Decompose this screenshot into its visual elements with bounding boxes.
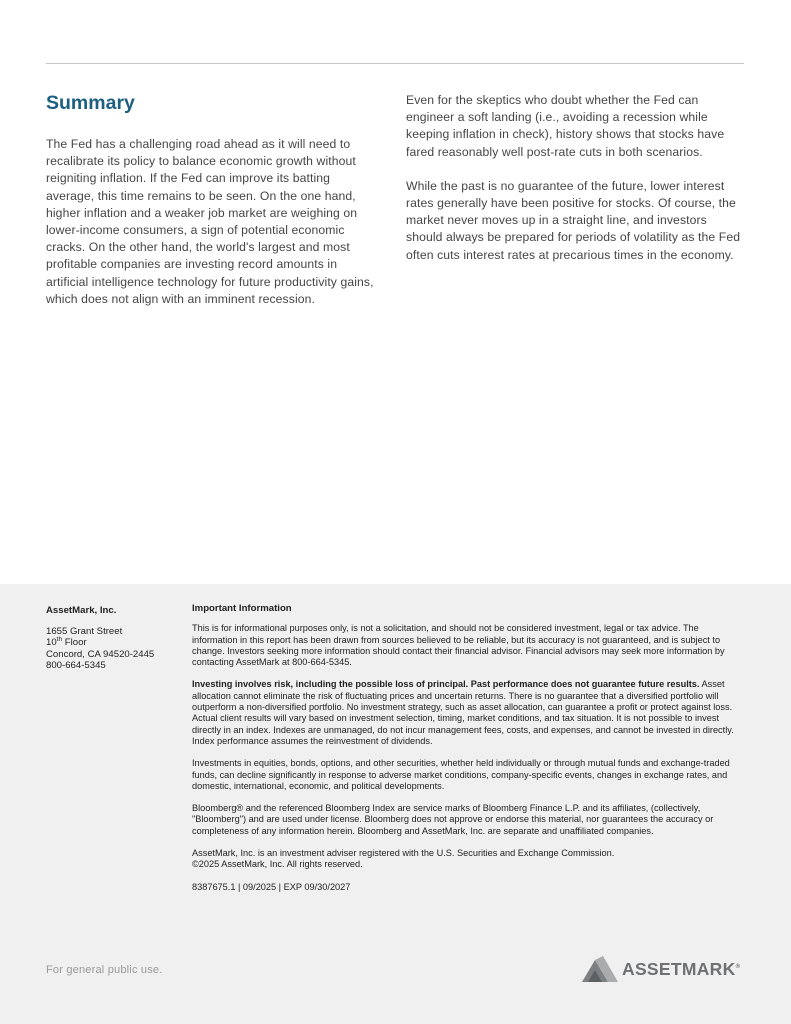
trademark-symbol: ® bbox=[735, 964, 741, 971]
body-paragraph: Even for the skeptics who doubt whether the Fed can engineer a soft landing (i.e., avoiding a recession while keeping inflation in check), history shows that stocks have fared reasonably well post-rate cuts in both scenarios. bbox=[406, 93, 725, 159]
important-information bbox=[192, 603, 738, 904]
body-paragraph: While the past is no guarantee of the future, lower interest rates generally have been positive for stocks. Of course, the market never moves up in a straight line, and investors should always be prepared for periods of volatility as the Fed often cuts interest rates at precarious times in the economy. bbox=[406, 178, 741, 262]
address-floor bbox=[46, 637, 186, 648]
address-phone: 800-664-5345 bbox=[46, 659, 106, 671]
assetmark-logo bbox=[582, 954, 748, 982]
left-column bbox=[46, 136, 374, 325]
body-paragraph: The Fed has a challenging road ahead as it will need to recalibrate its policy to balance economic growth without reigniting inflation. If the Fed can improve its batting average, this time remains to be seen. On the one hand, higher inflation and a weaker job market are weighing on lower-income consumers, a sign of potential economic cracks. On the other hand, the world's largest and most profitable companies are investing record amounts in artificial intelligence technology for future productivity gains, which does not align with an imminent recession. bbox=[46, 137, 374, 306]
document-code: 8387675.1 | 09/2025 | EXP 09/30/2027 bbox=[192, 881, 351, 892]
address-city: Concord, CA 94520-2445 bbox=[46, 648, 155, 660]
registration-statement bbox=[192, 848, 738, 871]
public-use-note: For general public use. bbox=[46, 964, 163, 976]
footer bbox=[0, 584, 791, 1024]
disclosure-paragraph bbox=[192, 679, 738, 747]
address-street: 1655 Grant Street bbox=[46, 626, 123, 638]
disclosure-paragraph: This is for informational purposes only, is not a solicitation, and should not be considered investment, legal or tax advice. The information in this report has been drawn from sources believed to be reliable, but its accuracy is not guaranteed, and is subject to change. Investors seeking more information should contact their financial advisor. Financial advisors may seek more information by contacting AssetMark at 800-664-5345. bbox=[192, 623, 725, 668]
logo-word-asset: ASSET bbox=[622, 959, 682, 979]
assetmark-logo-icon bbox=[582, 956, 618, 982]
company-name: AssetMark, Inc. bbox=[46, 605, 117, 616]
risk-detail: Asset allocation cannot eliminate the risk of fluctuating prices and uncertain returns. There is no guarantee that a diversified portfolio will outperform a non-diversified portfolio. No investment strategy, such as asset allocation, can guarantee a profit or protect against loss. Actual client results will vary based on investment selection, timing, market conditions, and tax situation. It is not possible to invest directly in an index. Indexes are unmanaged, do not incur management fees, costs, and expenses, and cannot be invested in directly. Index performance assumes the reinvestment of dividends. bbox=[192, 679, 734, 746]
logo-wordmark bbox=[622, 959, 740, 980]
copyright-line: ©2025 AssetMark, Inc. All rights reserved. bbox=[192, 859, 363, 870]
company-address bbox=[46, 605, 186, 671]
disclosure-paragraph: Investments in equities, bonds, options, and other securities, whether held individually or through mutual funds and exchange-traded funds, can decline significantly in response to adverse market conditions, company-specific events, changes in exchange rates, and domestic, international, economic, and political developments. bbox=[192, 758, 730, 791]
risk-statement: Investing involves risk, including the possible loss of principal. Past performance does not guarantee future results. bbox=[192, 679, 700, 690]
info-title: Important Information bbox=[192, 603, 292, 614]
disclosure-paragraph: Bloomberg® and the referenced Bloomberg Index are service marks of Bloomberg Finance L.P. and its affiliates, (collectively, "Bloomberg") and are used under license. Bloomberg does not approve or endorse this material, nor guarantees the accuracy or completeness of any information herein. Bloomberg and AssetMark, Inc. are separate and unaffiliated companies. bbox=[192, 803, 714, 836]
floor-word: Floor bbox=[62, 637, 87, 649]
right-column bbox=[406, 92, 746, 281]
section-title: Summary bbox=[46, 92, 135, 114]
floor-suffix: th bbox=[56, 636, 63, 644]
top-divider bbox=[46, 63, 744, 64]
floor-number: 10 bbox=[46, 637, 57, 649]
logo-word-mark: MARK bbox=[681, 959, 736, 979]
registration-line: AssetMark, Inc. is an investment adviser registered with the U.S. Securities and Exchange Commission. bbox=[192, 848, 615, 859]
